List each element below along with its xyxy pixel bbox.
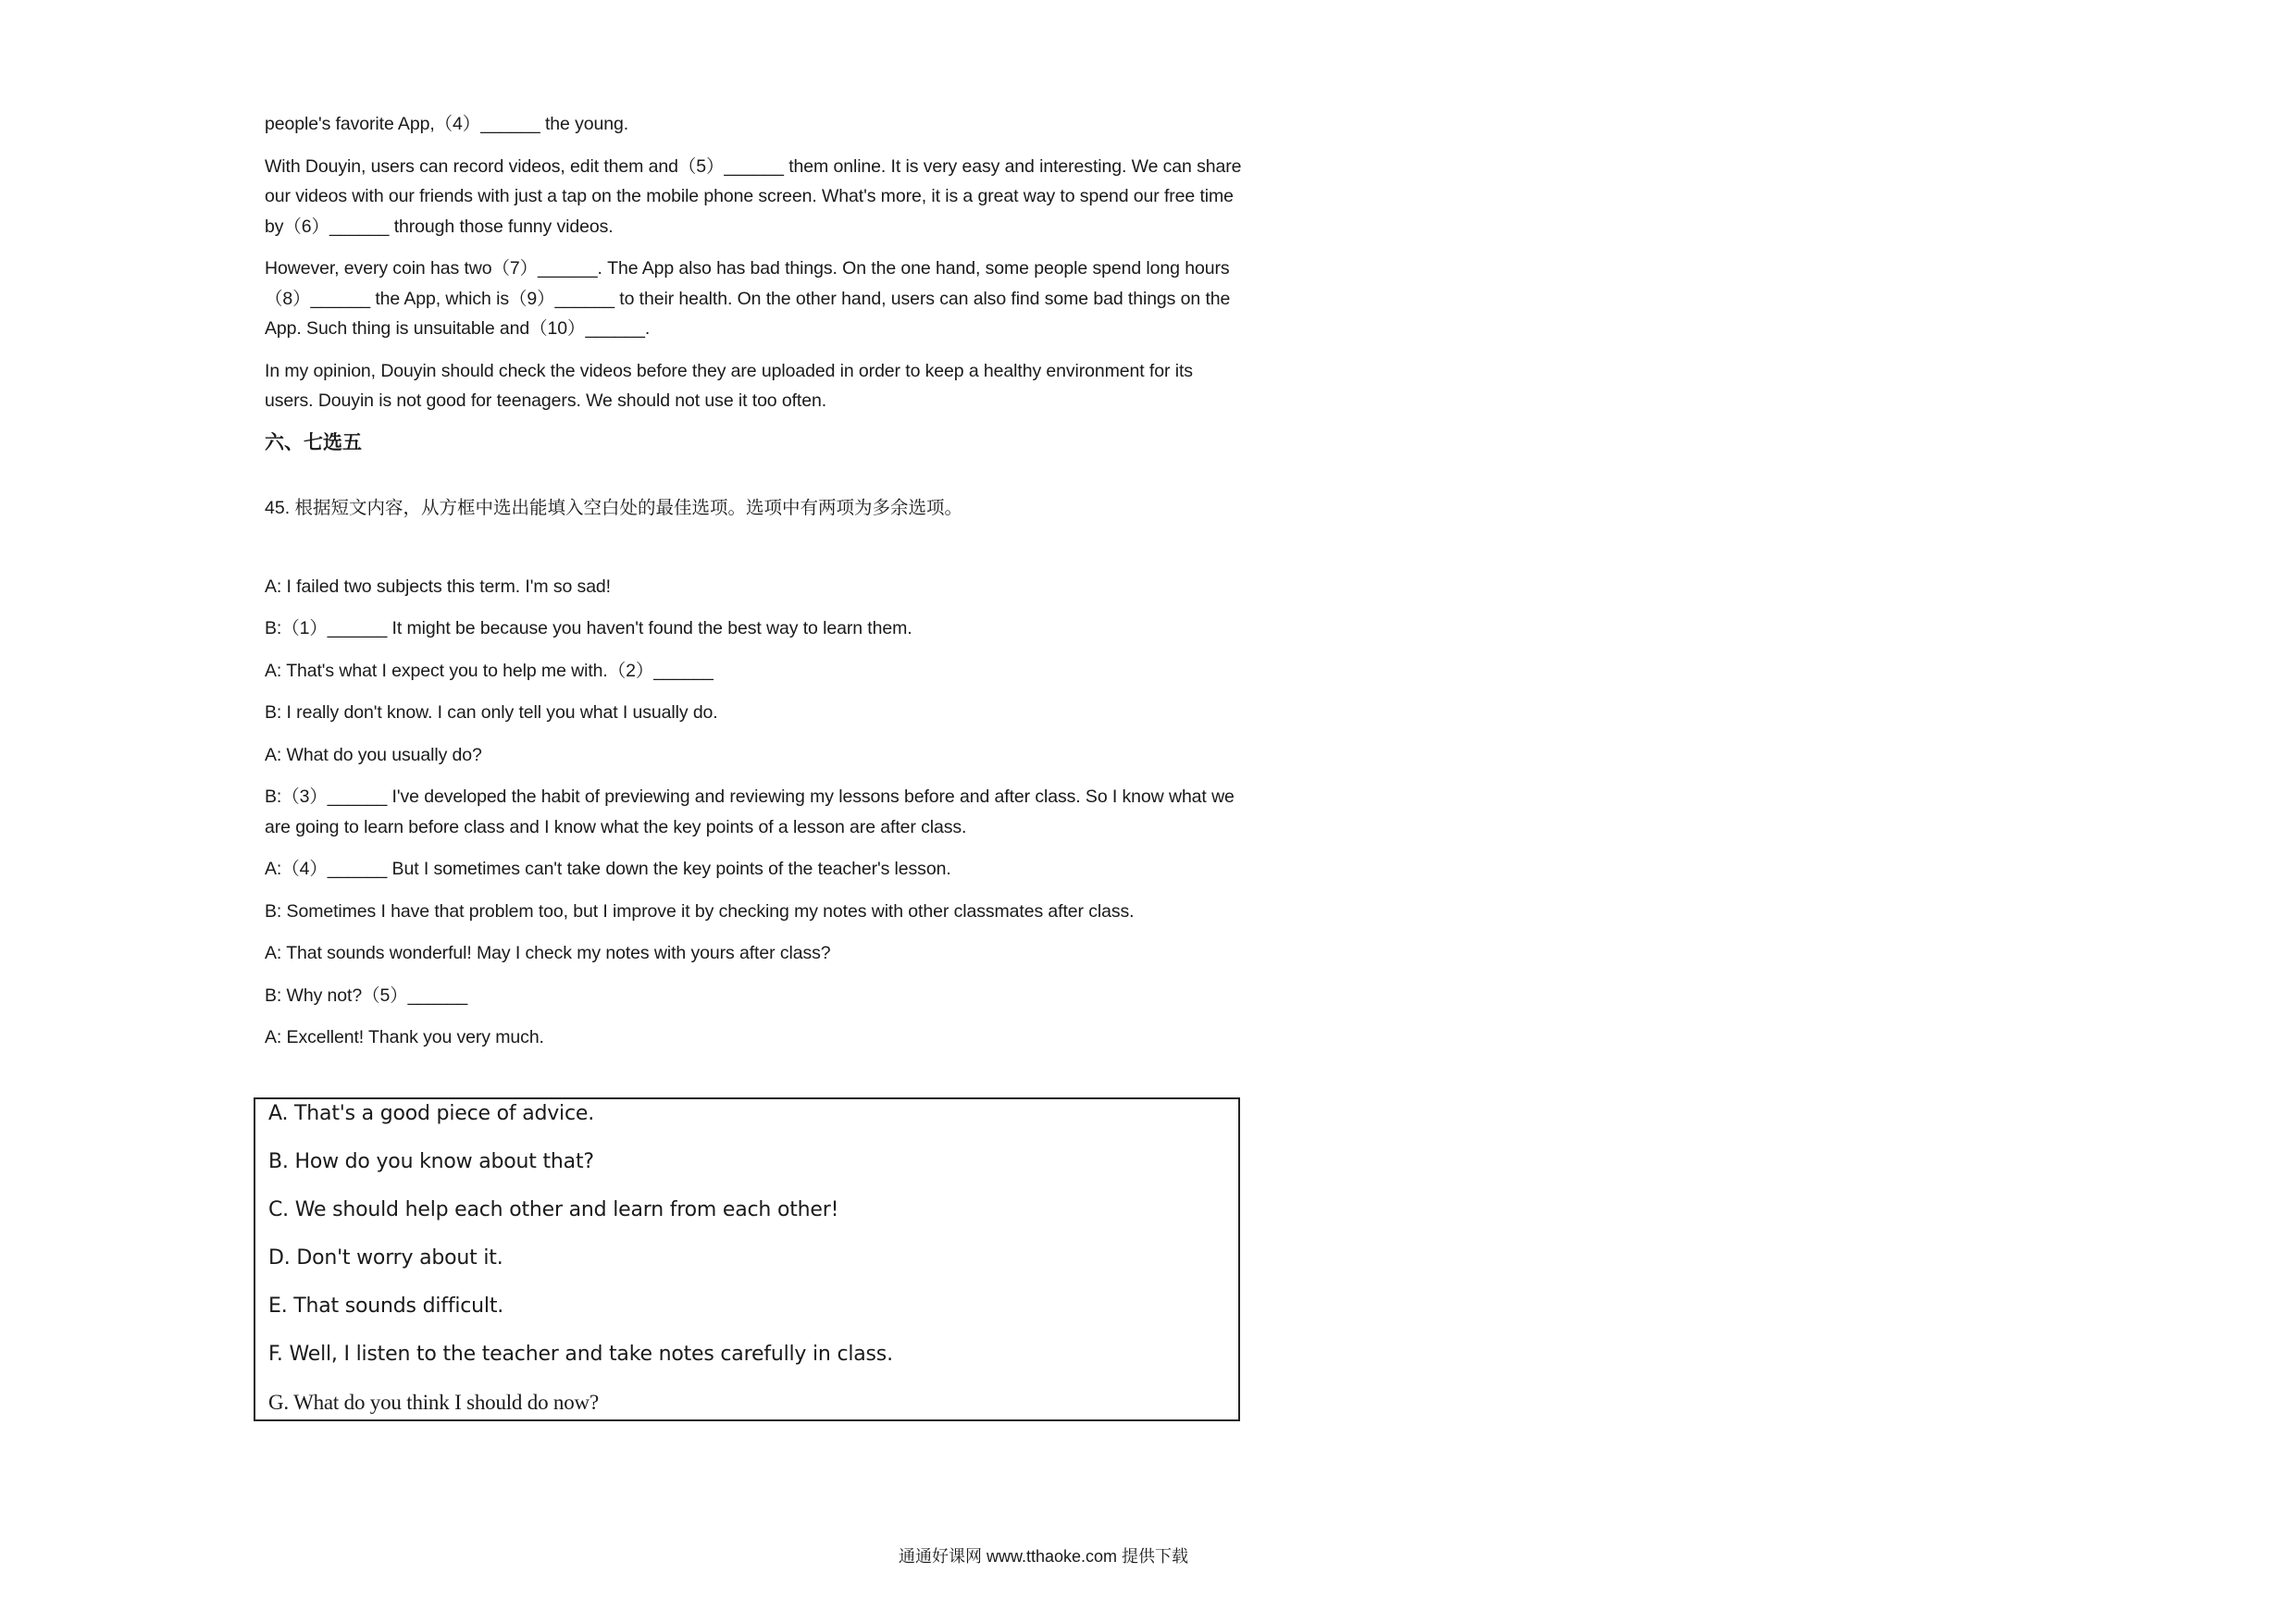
dialogue-line: A: What do you usually do?: [265, 744, 482, 765]
footer-text: 通通好课网 www.tthaoke.com 提供下载: [898, 1547, 1189, 1566]
dialogue-line: B:（3）______ I've developed the habit of previewing and reviewing my lessons before and after class. So I know what we are going to learn before class and I know what the key points of a lesson are after class.: [265, 787, 1235, 837]
question-instruction: 45. 根据短文内容，从方框中选出能填入空白处的最佳选项。选项中有两项为多余选项。: [265, 497, 963, 518]
dialogue-line: A: I failed two subjects this term. I'm so sad!: [265, 576, 611, 597]
dialogue-line: B:（1）______ It might be because you haven't found the best way to learn them.: [265, 618, 912, 638]
option-item: C. We should help each other and learn from each other!: [268, 1198, 839, 1221]
passage-paragraph: In my opinion, Douyin should check the videos before they are uploaded in order to keep a healthy environment for its users. Douyin is not good for teenagers. We should not use it too often.: [265, 360, 1193, 411]
option-item: G. What do you think I should do now?: [268, 1391, 599, 1414]
options-box: [254, 1097, 1240, 1421]
passage-paragraph: people's favorite App,（4）______ the young.: [265, 114, 629, 134]
dialogue-line: B: Why not?（5）______: [265, 985, 468, 1006]
passage-paragraph: With Douyin, users can record videos, edit them and（5）______ them online. It is very easy and interesting. We can share our videos with our friends with just a tap on the mobile phone screen. What's more, it is a great way to spend our free time by（6）______ through those funny videos.: [265, 155, 1242, 237]
option-item: E. That sounds difficult.: [268, 1295, 504, 1318]
option-item: A. That's a good piece of advice.: [268, 1102, 594, 1125]
document-body: [265, 109, 1246, 1065]
dialogue-line: B: I really don't know. I can only tell you what I usually do.: [265, 702, 718, 723]
dialogue-line: A: Excellent! Thank you very much.: [265, 1027, 544, 1047]
dialogue-line: A: That sounds wonderful! May I check my notes with yours after class?: [265, 943, 831, 963]
section-heading: 六、七选五: [265, 431, 362, 453]
option-item: F. Well, I listen to the teacher and take notes carefully in class.: [268, 1343, 893, 1366]
page-footer: [0, 1543, 2296, 1567]
passage-paragraph: However, every coin has two（7）______. The App also has bad things. On the one hand, some people spend long hours（8）______ the App, which is（9）______ to their health. On the other hand, users can also find some bad things on the App. Such thing is unsuitable and（10）______.: [265, 258, 1231, 339]
option-item: D. Don't worry about it.: [268, 1246, 503, 1270]
dialogue-line: A: That's what I expect you to help me with.（2）______: [265, 660, 714, 681]
option-item: B. How do you know about that?: [268, 1150, 594, 1173]
dialogue-line: A:（4）______ But I sometimes can't take down the key points of the teacher's lesson.: [265, 859, 951, 879]
dialogue-line: B: Sometimes I have that problem too, but I improve it by checking my notes with other classmates after class.: [265, 900, 1135, 922]
